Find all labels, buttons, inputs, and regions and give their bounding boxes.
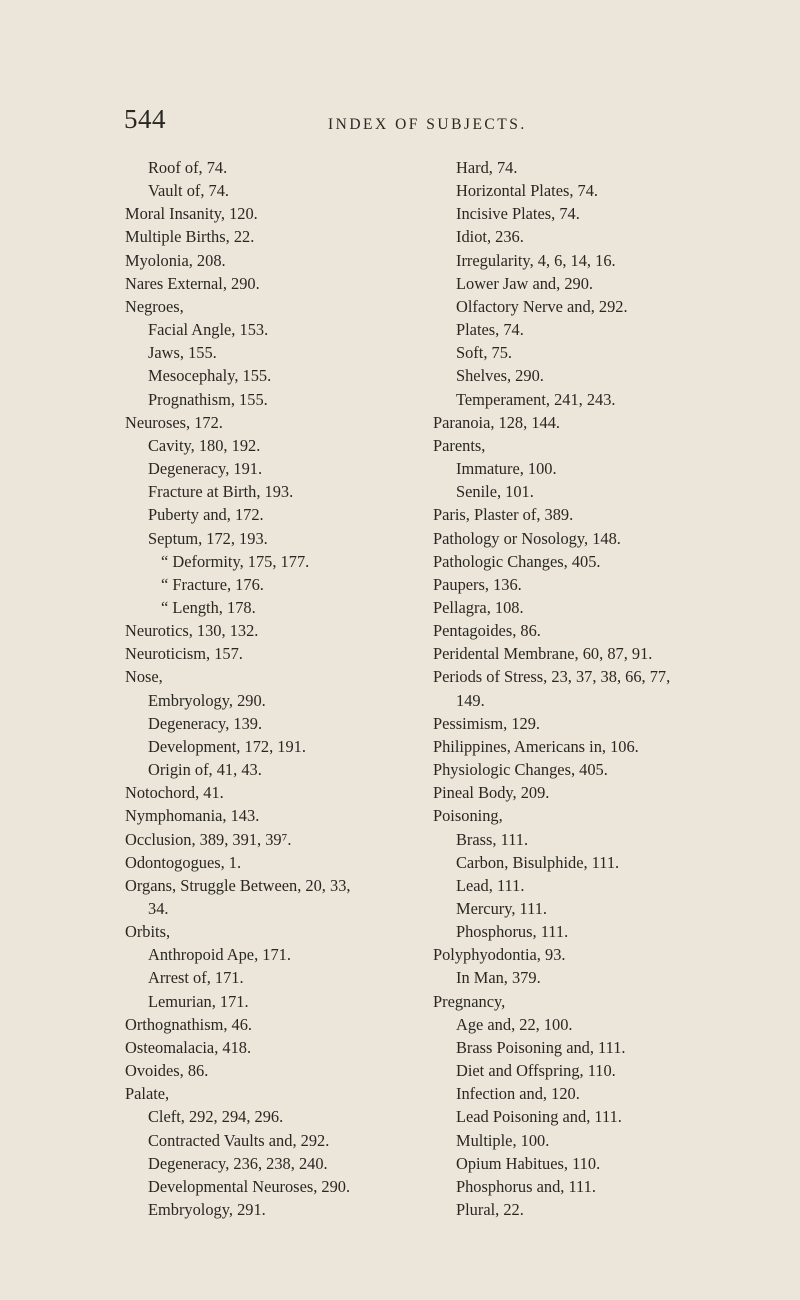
index-subentry: Idiot, 236. [456, 227, 524, 247]
index-subentry: Lead, 111. [456, 875, 525, 895]
index-subentry: Degeneracy, 139. [148, 713, 263, 733]
index-subentry: In Man, 379. [456, 968, 541, 988]
index-subentry: Degeneracy, 191. [148, 459, 263, 479]
index-subentry: Contracted Vaults and, 292. [148, 1130, 330, 1150]
index-subentry: Brass Poisoning and, 111. [456, 1037, 626, 1057]
index-subentry: Age and, 22, 100. [456, 1014, 573, 1034]
index-column-right [433, 156, 670, 1221]
index-subentry: Multiple, 100. [456, 1130, 550, 1150]
index-subentry: Vault of, 74. [148, 181, 230, 201]
index-entry: Pregnancy, [433, 991, 506, 1011]
index-entry: Organs, Struggle Between, 20, 33, [125, 875, 351, 895]
index-subentry: 34. [148, 899, 169, 918]
index-subentry: Mesocephaly, 155. [148, 366, 272, 386]
index-subentry: Prognathism, 155. [148, 389, 268, 409]
index-subentry: Immature, 100. [456, 459, 557, 479]
index-subentry: Lemurian, 171. [148, 991, 249, 1011]
index-subentry: Mercury, 111. [456, 899, 548, 918]
index-subentry: Carbon, Bisulphide, 111. [456, 852, 620, 872]
index-subentry: Infection and, 120. [456, 1084, 580, 1104]
index-subentry: “ Fracture, 176. [161, 574, 264, 594]
index-subentry: Temperament, 241, 243. [456, 389, 616, 409]
index-subentry: Jaws, 155. [148, 343, 217, 363]
index-subentry: Development, 172, 191. [148, 736, 306, 756]
index-entry: Peridental Membrane, 60, 87, 91. [433, 644, 653, 664]
index-column-left [125, 156, 351, 1221]
index-subentry: Irregularity, 4, 6, 14, 16. [456, 250, 616, 270]
index-entry: Myolonia, 208. [125, 250, 226, 270]
index-subentry: Brass, 111. [456, 829, 529, 849]
index-entry: Multiple Births, 22. [125, 227, 255, 247]
index-subentry: Shelves, 290. [456, 366, 544, 386]
index-entry: Neuroses, 172. [125, 412, 223, 432]
index-subentry: Puberty and, 172. [148, 505, 264, 525]
index-subentry: Soft, 75. [456, 343, 513, 363]
index-subentry: Developmental Neuroses, 290. [148, 1176, 351, 1196]
index-subentry: Degeneracy, 236, 238, 240. [148, 1153, 328, 1173]
index-entry: Notochord, 41. [125, 783, 224, 803]
index-subentry: Roof of, 74. [148, 158, 228, 177]
index-entry: Paranoia, 128, 144. [433, 412, 561, 432]
index-entry: Parents, [433, 435, 486, 455]
index-entry: Pessimism, 129. [433, 713, 541, 733]
running-title: INDEX OF SUBJECTS. [328, 116, 527, 133]
index-entry: Neuroticism, 157. [125, 644, 243, 664]
index-entry: Orthognathism, 46. [125, 1014, 253, 1034]
index-entry: Paupers, 136. [433, 574, 522, 594]
index-subentry: Embryology, 291. [148, 1200, 266, 1220]
index-entry: Periods of Stress, 23, 37, 38, 66, 77, [433, 667, 671, 687]
index-subentry: Cavity, 180, 192. [148, 435, 261, 455]
index-subentry: Septum, 172, 193. [148, 528, 268, 548]
index-subentry: Horizontal Plates, 74. [456, 181, 599, 201]
index-subentry: Senile, 101. [456, 482, 534, 502]
index-entry: Physiologic Changes, 405. [433, 760, 608, 780]
page-number: 544 [124, 104, 166, 134]
index-entry: Nares External, 290. [125, 273, 260, 293]
index-subentry: 149. [456, 690, 485, 710]
index-subentry: Phosphorus and, 111. [456, 1176, 596, 1196]
index-entry: Osteomalacia, 418. [125, 1037, 252, 1057]
index-subentry: Plates, 74. [456, 320, 524, 340]
index-subentry: “ Deformity, 175, 177. [161, 551, 310, 571]
index-subentry: Cleft, 292, 294, 296. [148, 1107, 284, 1127]
index-entry: Moral Insanity, 120. [125, 204, 258, 224]
index-subentry: Anthropoid Ape, 171. [148, 945, 291, 965]
index-entry: Ovoides, 86. [125, 1061, 209, 1081]
index-entry: Philippines, Americans in, 106. [433, 736, 639, 756]
index-entry: Poisoning, [433, 806, 503, 826]
index-subentry: Origin of, 41, 43. [148, 760, 262, 780]
index-subentry: Lower Jaw and, 290. [456, 273, 594, 293]
index-entry: Palate, [125, 1084, 170, 1104]
index-entry: Paris, Plaster of, 389. [433, 505, 574, 525]
index-subentry: Embryology, 290. [148, 690, 266, 710]
index-entry: Negroes, [125, 296, 184, 316]
index-entry: Pentagoides, 86. [433, 621, 541, 641]
index-subentry: Olfactory Nerve and, 292. [456, 296, 628, 316]
index-entry: Odontogogues, 1. [125, 852, 242, 872]
index-subentry: Opium Habitues, 110. [456, 1153, 601, 1173]
index-entry: Nose, [125, 667, 163, 687]
index-subentry: Incisive Plates, 74. [456, 204, 580, 224]
index-entry: Pathology or Nosology, 148. [433, 528, 621, 548]
index-entry: Pineal Body, 209. [433, 783, 550, 803]
index-subentry: Lead Poisoning and, 111. [456, 1107, 622, 1127]
index-entry: Pathologic Changes, 405. [433, 551, 601, 571]
index-subentry: Plural, 22. [456, 1200, 524, 1220]
index-subentry: Facial Angle, 153. [148, 320, 269, 340]
index-entry: Polyphyodontia, 93. [433, 945, 566, 965]
index-entry: Pellagra, 108. [433, 597, 524, 617]
index-subentry: Phosphorus, 111. [456, 922, 569, 942]
page-header [0, 104, 800, 144]
index-entry: Neurotics, 130, 132. [125, 621, 259, 641]
index-subentry: Fracture at Birth, 193. [148, 482, 294, 502]
index-subentry: “ Length, 178. [161, 597, 256, 617]
index-subentry: Hard, 74. [456, 158, 518, 177]
index-subentry: Diet and Offspring, 110. [456, 1061, 616, 1081]
index-entry: Orbits, [125, 922, 171, 942]
index-subentry: Arrest of, 171. [148, 968, 244, 988]
index-entry: Nymphomania, 143. [125, 806, 260, 826]
index-entry: Occlusion, 389, 391, 39⁷. [125, 829, 292, 849]
